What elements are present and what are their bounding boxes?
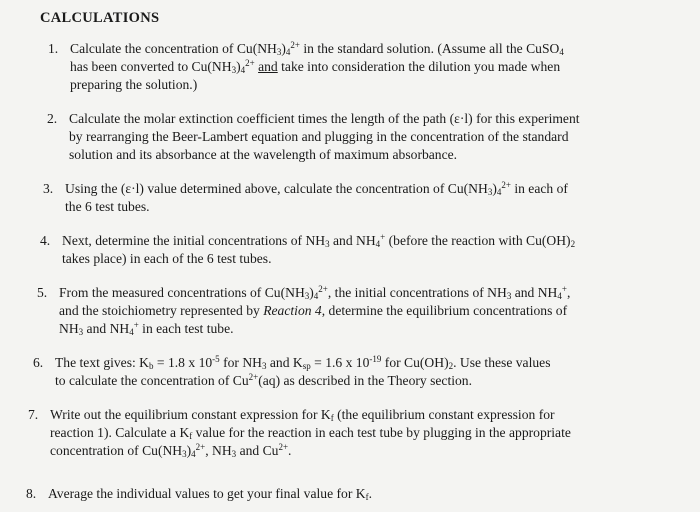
subscript: 3 [231,65,237,75]
text-run: the 6 test tubes. [65,199,150,214]
text-run: and the stoichiometry represented by [59,303,264,318]
text-run: takes place) in each of the 6 test tubes. [62,251,272,266]
item-text [70,40,564,94]
text-run: ) [492,181,497,196]
text-run: , the initial concentrations of NH [327,285,507,300]
text-run: value for the reaction in each test tube by plugging in the appropriate [192,425,571,440]
text-run: . [368,486,372,501]
item-number: 2. [47,111,58,126]
text-run: . [288,443,292,458]
text-line [55,354,551,372]
subscript: 3 [261,361,267,371]
text-run: for NH [219,355,262,370]
text-run: , [566,285,571,300]
text-run: has been converted to Cu(NH [70,59,232,74]
subscript: 4 [313,291,319,301]
item-number: 8. [26,486,37,501]
list-item [43,180,568,216]
text-run: and NH [511,285,558,300]
subscript: 4 [559,47,564,57]
item-number: 5. [37,285,48,300]
text-line [50,442,571,460]
subscript: 3 [506,291,512,301]
text-run: ) [236,59,241,74]
text-run: and NH [329,233,376,248]
subscript: 4 [375,239,381,249]
list-item [48,40,564,94]
item-number: 3. [43,181,54,196]
text-line [70,76,564,94]
text-line [65,198,568,216]
text-line [48,485,372,503]
item-text [55,354,551,390]
text-run: in each of [510,181,568,196]
section-heading: CALCULATIONS [40,10,160,26]
superscript: 2+ [248,372,259,382]
text-run: solution and its absorbance at the wavelength of maximum absorbance. [69,147,458,162]
text-line [65,180,568,198]
text-run: ) [309,285,314,300]
text-run: in the standard solution. (Assume all the CuSO [299,41,560,56]
item-number: 1. [48,41,59,56]
subscript: sp [302,361,311,371]
subscript: 4 [496,187,502,197]
subscript: 3 [487,187,493,197]
subscript: 3 [276,47,282,57]
text-run: = 1.6 x 10 [310,355,370,370]
subscript: f [189,431,193,441]
item-number: 7. [28,407,39,422]
subscript: 2 [448,361,454,371]
list-item [37,284,570,338]
text-run: The text gives: K [55,355,150,370]
text-run: , NH [205,443,232,458]
superscript: 2+ [245,58,255,68]
item-number: 4. [40,233,51,248]
list-item [40,232,575,268]
list-item [33,354,551,390]
text-line [62,232,575,250]
text-run: in each test tube. [138,321,234,336]
subscript: 3 [78,327,84,337]
superscript: 2+ [501,180,511,190]
text-run: concentration of Cu(NH [50,443,183,458]
text-run: and Cu [236,443,279,458]
list-item [28,406,571,460]
subscript: 2 [570,239,576,249]
text-run: preparing the solution.) [70,77,198,92]
text-run: Reaction 4 [263,303,322,318]
superscript: -19 [369,354,382,364]
text-run: (before the reaction with Cu(OH) [385,233,571,248]
text-line [50,406,571,424]
superscript: 2+ [278,442,289,452]
text-line [69,128,580,146]
text-run: ) [281,41,286,56]
list-item [26,485,372,503]
text-run: and K [266,355,303,370]
text-run: ) [186,443,192,458]
text-run: to calculate the concentration of Cu [55,373,249,388]
subscript: 4 [191,449,196,459]
superscript: -5 [212,354,220,364]
subscript: 4 [285,47,291,57]
text-run: Write out the equilibrium constant expression for K [50,407,331,422]
item-text [69,110,580,164]
item-text [48,485,372,503]
text-run: = 1.8 x 10 [153,355,213,370]
text-line [59,284,570,302]
text-line [70,40,564,58]
text-line [69,146,580,164]
text-line [50,424,571,442]
item-text [50,406,571,460]
superscript: + [133,320,139,330]
superscript: + [561,284,567,294]
subscript: 4 [557,291,562,301]
text-run: and NH [83,321,130,336]
item-number: 6. [33,355,44,370]
text-line [70,58,564,76]
text-run: (aq) as described in the Theory section. [258,373,472,388]
text-run: Next, determine the initial concentrations of NH [62,233,326,248]
text-line [62,250,575,268]
text-run: take into consideration the dilution you made when [277,59,561,74]
text-line [59,320,570,338]
text-run: (the equilibrium constant expression for [333,407,555,422]
text-run: by rearranging the Beer-Lambert equation and plugging in the concentration of the standard [69,129,569,144]
text-line [55,372,551,390]
text-line [69,110,580,128]
item-text [59,284,570,338]
superscript: + [380,232,386,242]
subscript: 3 [231,449,237,459]
subscript: f [330,413,334,423]
text-line [59,302,570,320]
superscript: 2+ [290,40,300,50]
text-run: , determine the equilibrium concentrations of [321,303,568,318]
subscript: f [365,492,369,502]
list-item [47,110,580,164]
subscript: 3 [304,291,310,301]
superscript: 2+ [195,442,206,452]
superscript: 2+ [318,284,328,294]
subscript: 3 [325,239,330,249]
text-run: for Cu(OH) [381,355,449,370]
text-run: Calculate the concentration of Cu(NH [70,41,277,56]
text-run: NH [59,321,79,336]
text-run: reaction 1). Calculate a K [50,425,190,440]
text-run: Calculate the molar extinction coefficient times the length of the path (ε·l) for this experiment [69,111,580,126]
text-run: Using the (ε·l) value determined above, calculate the concentration of Cu(NH [65,181,488,196]
item-text [65,180,568,216]
text-run: . Use these values [453,355,551,370]
text-run: and [258,59,278,74]
subscript: 4 [129,327,134,337]
text-run: From the measured concentrations of Cu(NH [59,285,305,300]
subscript: 3 [182,449,187,459]
text-run: Average the individual values to get your final value for K [48,486,366,501]
item-text [62,232,575,268]
subscript: b [149,361,154,371]
subscript: 4 [240,65,246,75]
